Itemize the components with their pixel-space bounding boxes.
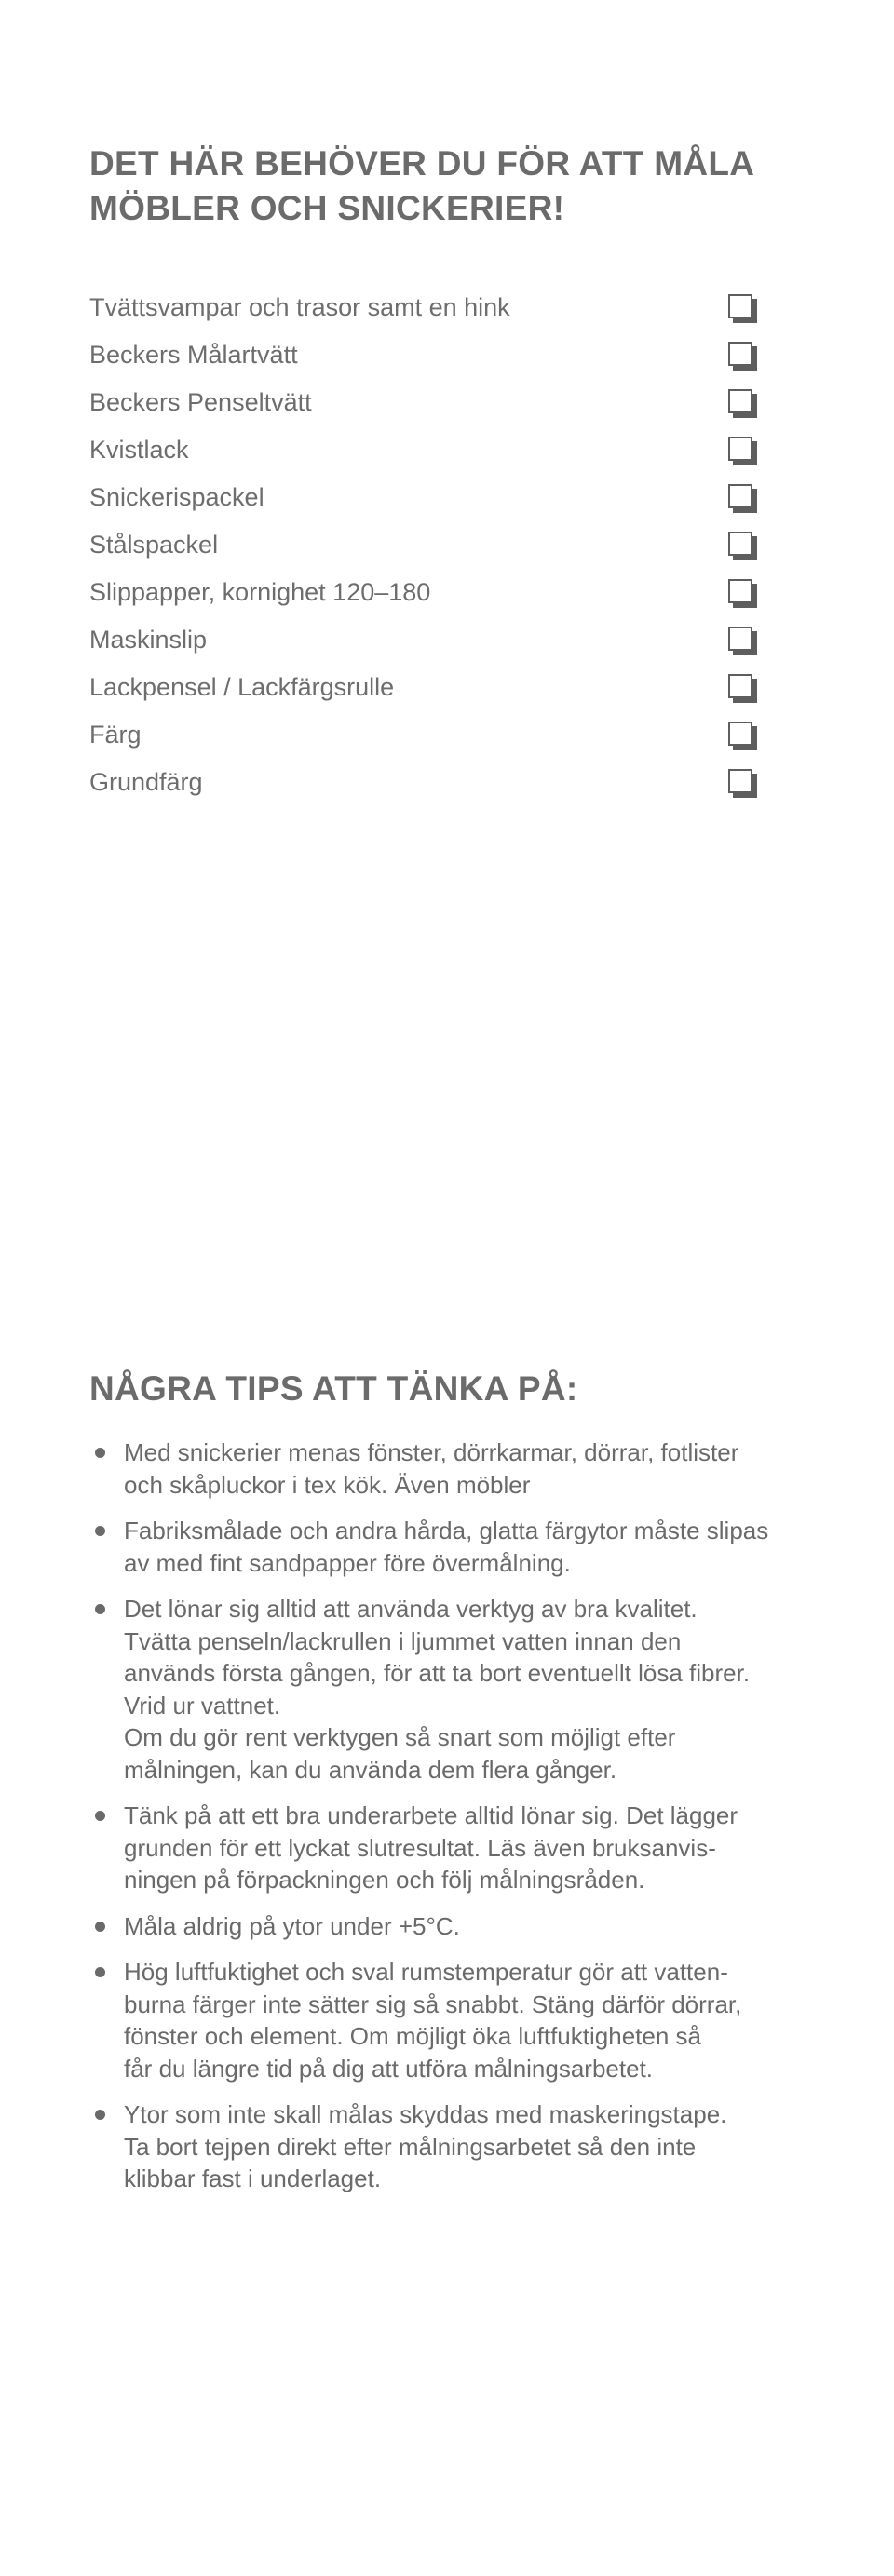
checklist-item: [89, 474, 779, 521]
tips-list: [89, 1436, 834, 2209]
tip-item: [89, 1956, 834, 2084]
checkbox[interactable]: [728, 769, 756, 797]
checklist-item-label: Maskinslip: [89, 626, 208, 654]
checkbox[interactable]: [728, 532, 756, 560]
tip-line: Hög luftfuktighet och sval rumstemperatur gör att vatten-: [124, 1958, 728, 1986]
checklist-heading-line: DET HÄR BEHÖVER DU FÖR ATT MÅLA: [89, 144, 755, 182]
checkbox[interactable]: [728, 674, 756, 702]
tip-line: målningen, kan du använda dem flera gånger.: [124, 1755, 617, 1784]
tip-item: [89, 1910, 834, 1943]
tip-line: Ta bort tejpen direkt efter målningsarbetet så den inte: [124, 2132, 697, 2161]
bullet-icon: [95, 1922, 105, 1932]
tip-item: [89, 1800, 834, 1896]
checklist-item: [89, 711, 779, 759]
bullet-icon: [95, 1448, 105, 1458]
checkbox[interactable]: [728, 722, 756, 749]
tip-item: [89, 1593, 834, 1786]
checkbox[interactable]: [728, 579, 756, 607]
checklist-item-label: Stålspackel: [89, 531, 219, 559]
checklist: [89, 284, 779, 806]
checklist-item-label: Beckers Penseltvätt: [89, 388, 312, 416]
checklist-item: [89, 616, 779, 664]
checklist-heading-line: MÖBLER OCH SNICKERIER!: [89, 189, 565, 227]
bullet-icon: [95, 2110, 105, 2120]
tip-line: fönster och element. Om möjligt öka luftfuktigheten så: [124, 2022, 701, 2050]
checklist-item: [89, 569, 779, 616]
checklist-item: [89, 284, 779, 331]
tip-line: Ytor som inte skall målas skyddas med maskeringstape.: [124, 2100, 727, 2128]
tip-line: burna färger inte sätter sig så snabbt. Stäng därför dörrar,: [124, 1989, 742, 2018]
checklist-item-label: Beckers Målartvätt: [89, 341, 298, 369]
checklist-item-label: Snickerispackel: [89, 483, 264, 511]
bullet-icon: [95, 1526, 105, 1536]
tip-line: Tänk på att ett bra underarbete alltid lönar sig. Det lägger: [124, 1801, 738, 1829]
checkbox[interactable]: [728, 389, 756, 417]
tip-item: [89, 1515, 834, 1579]
tip-line: Måla aldrig på ytor under +5°C.: [124, 1911, 460, 1940]
checklist-item: [89, 426, 779, 474]
checklist-item: [89, 331, 779, 379]
tip-line: grunden för ett lyckat slutresultat. Läs även bruksanvis-: [124, 1833, 716, 1862]
checkbox[interactable]: [728, 484, 756, 512]
tip-line: Tvätta penseln/lackrullen i ljummet vatten innan den: [124, 1626, 682, 1655]
tip-line: Om du gör rent verktygen så snart som möjligt efter: [124, 1723, 676, 1751]
tip-line: ningen på förpackningen och följ målningsråden.: [124, 1866, 645, 1894]
tip-line: får du längre tid på dig att utföra målningsarbetet.: [124, 2054, 654, 2083]
tips-heading: NÅGRA TIPS ATT TÄNKA PÅ:: [89, 1369, 578, 1408]
checklist-item-label: Lackpensel / Lackfärgsrulle: [89, 673, 395, 701]
bullet-icon: [95, 1967, 105, 1977]
bullet-icon: [95, 1811, 105, 1821]
bullet-icon: [95, 1604, 105, 1614]
checklist-item: [89, 759, 779, 806]
tip-line: Fabriksmålade och andra hårda, glatta färgytor måste slipas: [124, 1517, 769, 1544]
tip-item: [89, 1436, 834, 1501]
tip-line: används första gången, för att ta bort eventuellt lösa fibrer.: [124, 1659, 751, 1687]
checkbox[interactable]: [728, 627, 756, 654]
checklist-item-label: Slippapper, kornighet 120–180: [89, 578, 431, 606]
checkbox[interactable]: [728, 437, 756, 465]
checklist-item-label: Tvättsvampar och trasor samt en hink: [89, 293, 510, 321]
checkbox[interactable]: [728, 294, 756, 322]
checklist-item: [89, 521, 779, 569]
tip-line: och skåpluckor i tex kök. Även möbler: [124, 1470, 531, 1499]
tip-line: klibbar fast i underlaget.: [124, 2165, 382, 2192]
checklist-item: [89, 379, 779, 426]
tip-line: av med fint sandpapper före övermålning.: [124, 1548, 571, 1577]
tip-line: Det lönar sig alltid att använda verktyg av bra kvalitet.: [124, 1595, 698, 1623]
tip-item: [89, 2098, 834, 2195]
tip-line: Vrid ur vattnet.: [124, 1691, 281, 1720]
checklist-item-label: Färg: [89, 721, 142, 749]
checklist-item-label: Grundfärg: [89, 768, 203, 796]
checkbox[interactable]: [728, 342, 756, 370]
checklist-heading: [89, 142, 834, 231]
checklist-item-label: Kvistlack: [89, 436, 189, 464]
tip-line: Med snickerier menas fönster, dörrkarmar, dörrar, fotlister: [124, 1438, 739, 1466]
checklist-item: [89, 664, 779, 711]
